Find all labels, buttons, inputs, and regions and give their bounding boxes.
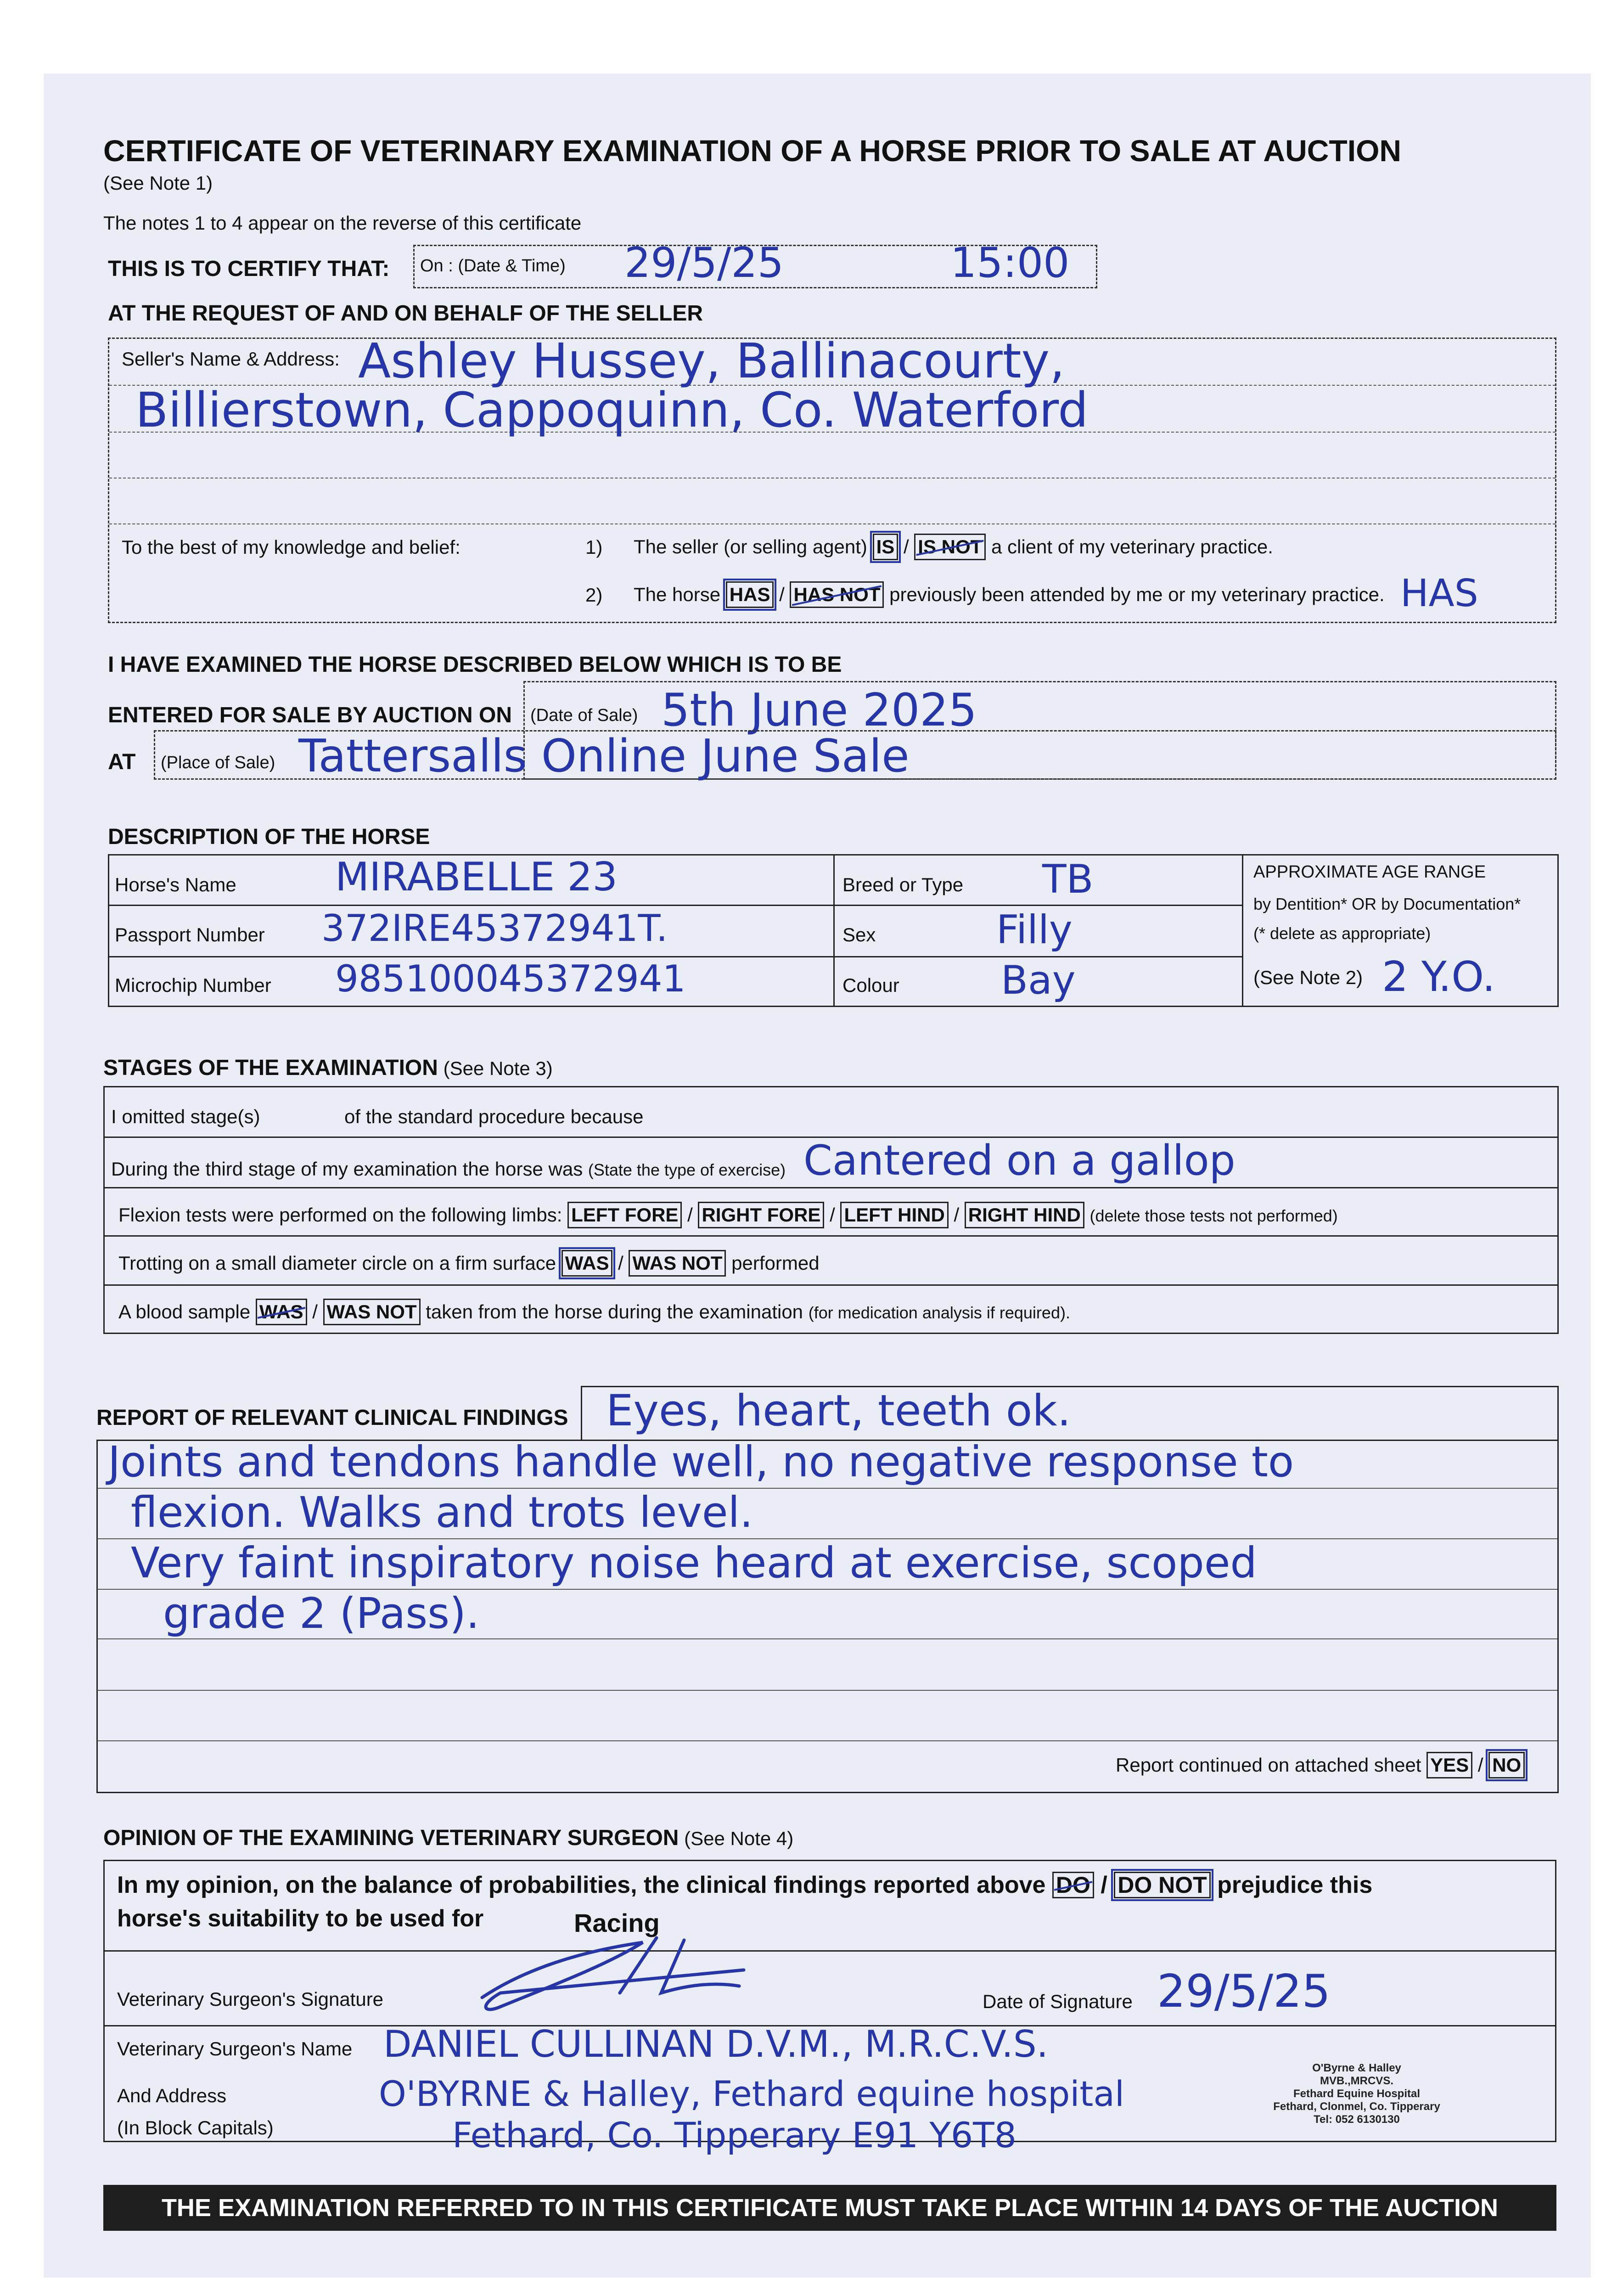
passport-number: 372IRE45372941T. bbox=[321, 907, 668, 950]
signature-date: 29/5/25 bbox=[1157, 1965, 1331, 2018]
report-line-text-5: grade 2 (Pass). bbox=[163, 1589, 480, 1638]
item1-separator: / bbox=[903, 536, 909, 557]
stages-row-divider-2 bbox=[103, 1187, 1559, 1188]
age-delete-note: (* delete as appropriate) bbox=[1253, 924, 1431, 943]
see-note-1: (See Note 1) bbox=[103, 172, 213, 194]
seller-line-4 bbox=[109, 523, 1556, 524]
at-label: AT bbox=[108, 750, 136, 774]
examined-label: I HAVE EXAMINED THE HORSE DESCRIBED BELOW WHICH IS TO BE bbox=[108, 653, 842, 677]
item1-number: 1) bbox=[585, 536, 603, 558]
continued-no-option: NO bbox=[1488, 1752, 1525, 1778]
item2-number: 2) bbox=[585, 584, 603, 606]
item2-answer: HAS bbox=[1400, 572, 1478, 615]
is-option: IS bbox=[873, 534, 899, 560]
certificate-title: CERTIFICATE OF VETERINARY EXAMINATION OF A HORSE PRIOR TO SALE AT AUCTION bbox=[103, 134, 1402, 168]
colour-label: Colour bbox=[842, 974, 899, 996]
trotting-label: Trotting on a small diameter circle on a firm surface bbox=[118, 1252, 556, 1274]
microchip-label: Microchip Number bbox=[115, 974, 271, 996]
has-not-option: HAS NOT bbox=[790, 581, 884, 608]
continued-yes-option: YES bbox=[1426, 1752, 1472, 1778]
third-stage-value: Cantered on a gallop bbox=[803, 1137, 1236, 1185]
opinion-do-not-option: DO NOT bbox=[1114, 1872, 1210, 1898]
place-of-sale-label: (Place of Sale) bbox=[161, 753, 275, 772]
report-line-text-1: Eyes, heart, teeth ok. bbox=[606, 1386, 1071, 1436]
blood-post: taken from the horse during the examination bbox=[426, 1301, 803, 1322]
sex-value: Filly bbox=[996, 907, 1073, 953]
opinion-do-option: DO bbox=[1052, 1872, 1094, 1898]
item1-text: The seller (or selling agent) bbox=[634, 536, 867, 557]
left-hind-option: LEFT HIND bbox=[840, 1202, 948, 1228]
horse-table-row-divider-1 bbox=[108, 905, 1243, 906]
item2-separator: / bbox=[779, 584, 785, 605]
request-label: AT THE REQUEST OF AND ON BEHALF OF THE SELLER bbox=[108, 301, 703, 326]
omitted-label: I omitted stage(s) bbox=[111, 1106, 260, 1127]
vet-address-line-1: O'BYRNE & Halley, Fethard equine hospital bbox=[379, 2073, 1125, 2114]
passport-label: Passport Number bbox=[115, 924, 265, 945]
opinion-post: prejudice this bbox=[1217, 1872, 1373, 1898]
blood-row: A blood sample WAS / WAS NOT taken from the horse during the examination (for medication analysis if required). bbox=[118, 1299, 1070, 1325]
vet-address-line-2: Fethard, Co. Tipperary E91 Y6T8 bbox=[452, 2115, 1016, 2155]
date-of-sale: 5th June 2025 bbox=[661, 684, 977, 737]
third-stage-hint: (State the type of exercise) bbox=[588, 1160, 786, 1179]
stages-row-divider-4 bbox=[103, 1284, 1559, 1286]
stamp-line-5: Tel: 052 6130130 bbox=[1314, 2113, 1400, 2126]
opinion-text: In my opinion, on the balance of probabilities, the clinical findings reported above bbox=[117, 1872, 1046, 1898]
stages-heading-note: (See Note 3) bbox=[443, 1058, 553, 1079]
age-value: 2 Y.O. bbox=[1382, 953, 1496, 1001]
trot-was-not-option: WAS NOT bbox=[629, 1250, 726, 1277]
description-label: DESCRIPTION OF THE HORSE bbox=[108, 825, 430, 849]
age-see-note: (See Note 2) bbox=[1253, 967, 1363, 988]
horse-table-col-divider-1 bbox=[833, 854, 835, 1007]
blood-note: (for medication analysis if required). bbox=[808, 1303, 1070, 1322]
stamp-line-3: Fethard Equine Hospital bbox=[1293, 2088, 1421, 2100]
age-heading: APPROXIMATE AGE RANGE bbox=[1253, 862, 1486, 882]
entered-label: ENTERED FOR SALE BY AUCTION ON bbox=[108, 703, 512, 727]
trot-post: performed bbox=[731, 1252, 820, 1274]
signature-date-label: Date of Signature bbox=[983, 1991, 1133, 2012]
stages-row-divider-3 bbox=[103, 1235, 1559, 1237]
seller-label: Seller's Name & Address: bbox=[122, 348, 340, 370]
report-line-text-4: Very faint inspiratory noise heard at exercise, scoped bbox=[131, 1538, 1257, 1587]
report-heading: REPORT OF RELEVANT CLINICAL FINDINGS bbox=[96, 1406, 568, 1430]
exam-date: 29/5/25 bbox=[624, 239, 784, 287]
omitted-post: of the standard procedure because bbox=[344, 1106, 644, 1127]
report-line-text-3: flexion. Walks and trots level. bbox=[131, 1488, 753, 1537]
breed-value: TB bbox=[1042, 856, 1094, 902]
seller-name: Ashley Hussey, Ballinacourty, bbox=[358, 333, 1065, 389]
place-of-sale: Tattersalls Online June Sale bbox=[298, 730, 910, 782]
trotting-row: Trotting on a small diameter circle on a firm surface WAS / WAS NOT performed bbox=[118, 1250, 820, 1277]
item2-row bbox=[634, 581, 1385, 608]
vet-name: DANIEL CULLINAN D.V.M., M.R.C.V.S. bbox=[383, 2023, 1049, 2065]
opinion-line-1: In my opinion, on the balance of probabilities, the clinical findings reported above DO / DO NOT prejudice this bbox=[117, 1872, 1373, 1898]
opinion-heading-row bbox=[103, 1825, 793, 1851]
horse-table-col-divider-2 bbox=[1242, 854, 1243, 1007]
report-line-6 bbox=[97, 1740, 1557, 1741]
block-capitals-label: (In Block Capitals) bbox=[117, 2117, 274, 2138]
left-fore-option: LEFT FORE bbox=[567, 1202, 682, 1228]
blood-was-not-option: WAS NOT bbox=[323, 1299, 421, 1325]
blood-pre: A blood sample bbox=[118, 1301, 251, 1322]
breed-label: Breed or Type bbox=[842, 874, 964, 895]
signature-scribble bbox=[468, 1917, 753, 2027]
flexion-row: Flexion tests were performed on the following limbs: LEFT FORE / RIGHT FORE / LEFT HIND / RIGHT HIND (delete those tests not performed) bbox=[118, 1202, 1338, 1228]
report-continued-label: Report continued on attached sheet bbox=[1116, 1754, 1421, 1776]
blood-was-option: WAS bbox=[256, 1299, 307, 1325]
report-line-text-2: Joints and tendons handle well, no negative response to bbox=[108, 1437, 1294, 1486]
opinion-heading-note: (See Note 4) bbox=[684, 1828, 794, 1849]
right-fore-option: RIGHT FORE bbox=[698, 1202, 824, 1228]
is-not-option: IS NOT bbox=[914, 534, 986, 560]
has-option: HAS bbox=[726, 581, 774, 608]
stamp-line-2: MVB.,MRCVS. bbox=[1320, 2075, 1393, 2087]
flexion-post: (delete those tests not performed) bbox=[1089, 1206, 1338, 1225]
stages-heading: STAGES OF THE EXAMINATION bbox=[103, 1056, 438, 1080]
report-line-4 bbox=[97, 1638, 1557, 1639]
knowledge-label: To the best of my knowledge and belief: bbox=[122, 536, 461, 558]
stamp-line-4: Fethard, Clonmel, Co. Tipperary bbox=[1273, 2100, 1440, 2113]
stages-heading-row bbox=[103, 1055, 553, 1080]
certify-label: THIS IS TO CERTIFY THAT: bbox=[108, 257, 390, 281]
opinion-line-2: horse's suitability to be used for bbox=[117, 1905, 484, 1932]
signature-label: Veterinary Surgeon's Signature bbox=[117, 1988, 384, 2010]
vet-name-label: Veterinary Surgeon's Name bbox=[117, 2038, 353, 2060]
footer-banner: THE EXAMINATION REFERRED TO IN THIS CERTIFICATE MUST TAKE PLACE WITHIN 14 DAYS OF THE AUCTION bbox=[103, 2185, 1556, 2231]
date-time-label: On : (Date & Time) bbox=[420, 256, 566, 276]
horse-name: MIRABELLE 23 bbox=[335, 854, 618, 900]
third-stage-row bbox=[111, 1158, 786, 1180]
item2-text: The horse bbox=[634, 584, 721, 605]
microchip-number: 985100045372941 bbox=[335, 957, 686, 1000]
flexion-label: Flexion tests were performed on the following limbs: bbox=[118, 1204, 562, 1226]
report-continued-row: Report continued on attached sheet YES / NO bbox=[1116, 1752, 1525, 1778]
trot-was-option: WAS bbox=[562, 1250, 613, 1277]
address-label: And Address bbox=[117, 2085, 227, 2106]
right-hind-option: RIGHT HIND bbox=[965, 1202, 1084, 1228]
item1-row bbox=[634, 534, 1273, 560]
item2-post: previously been attended by me or my veterinary practice. bbox=[889, 584, 1385, 605]
practice-stamp bbox=[1251, 2062, 1462, 2126]
third-stage-label: During the third stage of my examination the horse was bbox=[111, 1158, 583, 1180]
age-method: by Dentition* OR by Documentation* bbox=[1253, 895, 1521, 913]
sex-label: Sex bbox=[842, 924, 876, 945]
horse-name-label: Horse's Name bbox=[115, 874, 236, 895]
colour-value: Bay bbox=[1001, 957, 1076, 1003]
opinion-heading: OPINION OF THE EXAMINING VETERINARY SURGEON bbox=[103, 1826, 679, 1850]
date-of-sale-label: (Date of Sale) bbox=[530, 706, 638, 725]
stamp-line-1: O'Byrne & Halley bbox=[1312, 2062, 1401, 2074]
exam-time: 15:00 bbox=[950, 239, 1070, 287]
notes-text: The notes 1 to 4 appear on the reverse of this certificate bbox=[103, 212, 582, 234]
report-line-5 bbox=[97, 1690, 1557, 1691]
opinion-use: Racing bbox=[574, 1908, 660, 1937]
seller-address: Billierstown, Cappoquinn, Co. Waterford bbox=[135, 382, 1089, 438]
item1-post: a client of my veterinary practice. bbox=[991, 536, 1273, 557]
